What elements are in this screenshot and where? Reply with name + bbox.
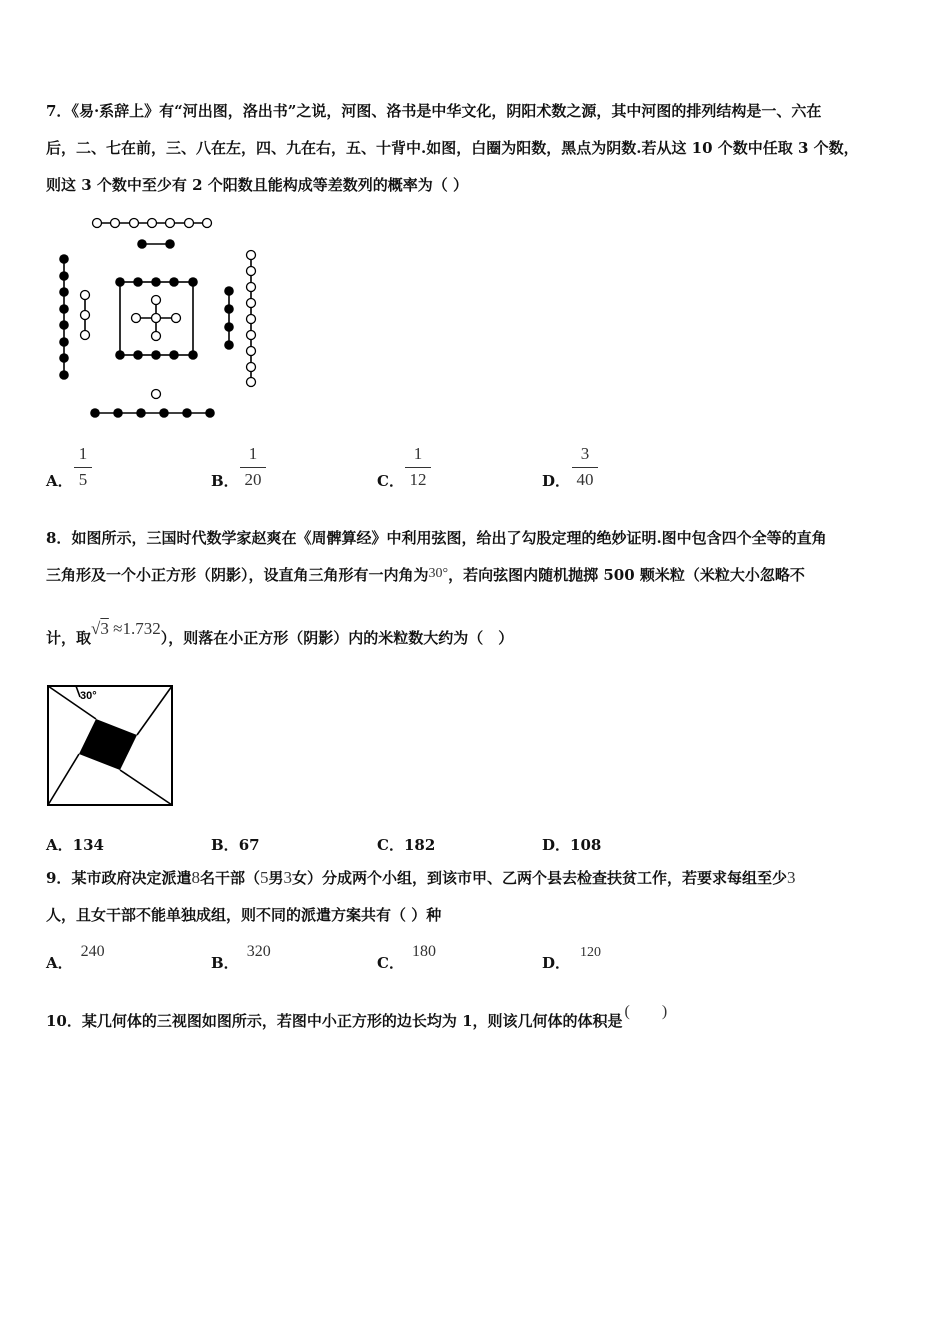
question-9-line-1	[46, 859, 908, 897]
q9-option-d-value: 120	[580, 945, 602, 960]
q9-option-d[interactable]	[542, 945, 602, 973]
q9-eight: 8	[191, 868, 200, 887]
q7-option-b-den: 20	[244, 470, 262, 489]
q7-option-c-den: 12	[409, 470, 427, 489]
q9-option-a[interactable]	[46, 943, 105, 973]
q7-option-b-num: 1	[248, 444, 258, 463]
q7-option-c[interactable]	[377, 470, 404, 491]
question-9-line-2: 人，且女干部不能单独成组，则不同的派遣方案共有（ ）种	[46, 906, 442, 924]
question-9-text-1c: 男	[268, 869, 284, 887]
q9-option-a-value: 240	[80, 943, 105, 960]
question-7-line-1	[46, 93, 908, 130]
q9-option-c-value: 180	[411, 943, 436, 960]
question-7-number: 7．	[46, 102, 72, 120]
q8-option-b-value: 67	[238, 836, 260, 854]
q8-option-d-value: 108	[570, 836, 602, 854]
q7-option-d[interactable]	[542, 470, 570, 491]
sqrt-three: √3 ≈1.732	[91, 619, 161, 638]
question-8-line-2	[46, 557, 908, 595]
question-7	[46, 93, 908, 204]
q9-option-b[interactable]	[211, 943, 271, 973]
q8-option-d-label: D．	[542, 836, 571, 854]
question-8	[46, 520, 908, 657]
question-7-text-1: 《易·系辞上》有“河出图，洛出书”之说，河图、洛书是中华文化，阴阳术数之源，其中河图的排列结构是一、六在	[71, 102, 822, 120]
q7-option-c-label: C．	[377, 472, 404, 490]
q7-option-a-fraction	[74, 444, 92, 490]
sqrt-radicand: 3	[100, 619, 109, 638]
question-9-text-1d: 女）分成两个小组，到该市甲、乙两个县去检查扶贫工作，若要求每组至少	[291, 869, 787, 887]
q7-option-c-num: 1	[413, 444, 423, 463]
question-8-text-3a: 计，取	[46, 629, 92, 647]
q9-option-c-label: C．	[377, 954, 404, 972]
q9-five: 5	[259, 868, 269, 887]
question-9	[46, 859, 908, 934]
q9-option-b-value: 320	[246, 943, 271, 960]
question-8-text-2a: 三角形及一个小正方形（阴影），设直角三角形有一内角为	[46, 566, 429, 584]
q8-option-d[interactable]	[542, 834, 601, 855]
q8-option-c-label: C．	[377, 836, 404, 854]
q8-option-a[interactable]	[46, 834, 104, 855]
question-10	[46, 1003, 908, 1040]
hetu-figure	[40, 215, 270, 425]
q7-option-d-den: 40	[576, 470, 594, 489]
q7-option-c-fraction	[405, 444, 431, 490]
q7-option-b[interactable]	[211, 470, 239, 491]
q9-three-b: 3	[787, 868, 796, 887]
q8-option-b[interactable]	[211, 834, 260, 855]
question-8-line-3	[46, 619, 908, 657]
q8-option-a-label: A．	[46, 836, 73, 854]
q7-option-d-fraction	[572, 444, 598, 490]
q7-option-a-label: A．	[46, 472, 73, 490]
q7-option-a[interactable]	[46, 470, 73, 491]
question-10-text: 某几何体的三视图如图所示，若图中小正方形的边长均为 1，则该几何体的体积是	[81, 1012, 623, 1030]
question-8-angle: 30°	[428, 566, 449, 581]
q9-option-a-label: A．	[46, 954, 73, 972]
question-9-text-1a: 某市政府决定派遣	[71, 869, 192, 887]
question-8-text-1: 如图所示，三国时代数学家赵爽在《周髀算经》中利用弦图，给出了勾股定理的绝妙证明.图中包含四个全等的直角	[71, 529, 827, 547]
q7-option-b-fraction	[240, 444, 266, 490]
q7-option-a-den: 5	[78, 470, 88, 489]
q9-option-d-label: D．	[542, 954, 571, 972]
q7-option-d-label: D．	[542, 472, 571, 490]
xian-tu-figure	[46, 684, 176, 808]
question-10-number: 10．	[46, 1012, 82, 1030]
question-9-number: 9．	[46, 869, 72, 887]
q7-option-b-label: B．	[211, 472, 239, 490]
question-8-text-3b: ），则落在小正方形（阴影）内的米粒数大约为（ ）	[160, 629, 514, 647]
q8-option-c[interactable]	[377, 834, 435, 855]
sqrt-approx: ≈1.732	[113, 619, 161, 638]
q7-option-a-num: 1	[78, 444, 88, 463]
question-9-text-1b: 名干部（	[199, 869, 260, 887]
question-7-line-3: 则这 3 个数中至少有 2 个阳数且能构成等差数列的概率为（ ）	[46, 176, 468, 194]
q9-option-c[interactable]	[377, 943, 436, 973]
question-8-line-1	[46, 520, 908, 557]
figure-angle-label: 30°	[80, 690, 97, 702]
q8-option-b-label: B．	[211, 836, 239, 854]
q8-option-a-value: 134	[72, 836, 104, 854]
question-8-text-2b: ，若向弦图内随机抛掷 500 颗米粒（米粒大小忽略不	[448, 566, 805, 584]
question-7-line-2: 后，二、七在前，三、八在左，四、九在右，五、十背中.如图，白圈为阳数，黑点为阴数.若从这 10 个数中任取 3 个数，	[46, 139, 859, 157]
question-10-answer-paren: ( )	[624, 1003, 668, 1020]
q7-option-d-num: 3	[580, 444, 590, 463]
q9-three: 3	[283, 868, 292, 887]
q9-option-b-label: B．	[211, 954, 239, 972]
question-8-number: 8．	[46, 529, 72, 547]
q8-option-c-value: 182	[403, 836, 436, 854]
